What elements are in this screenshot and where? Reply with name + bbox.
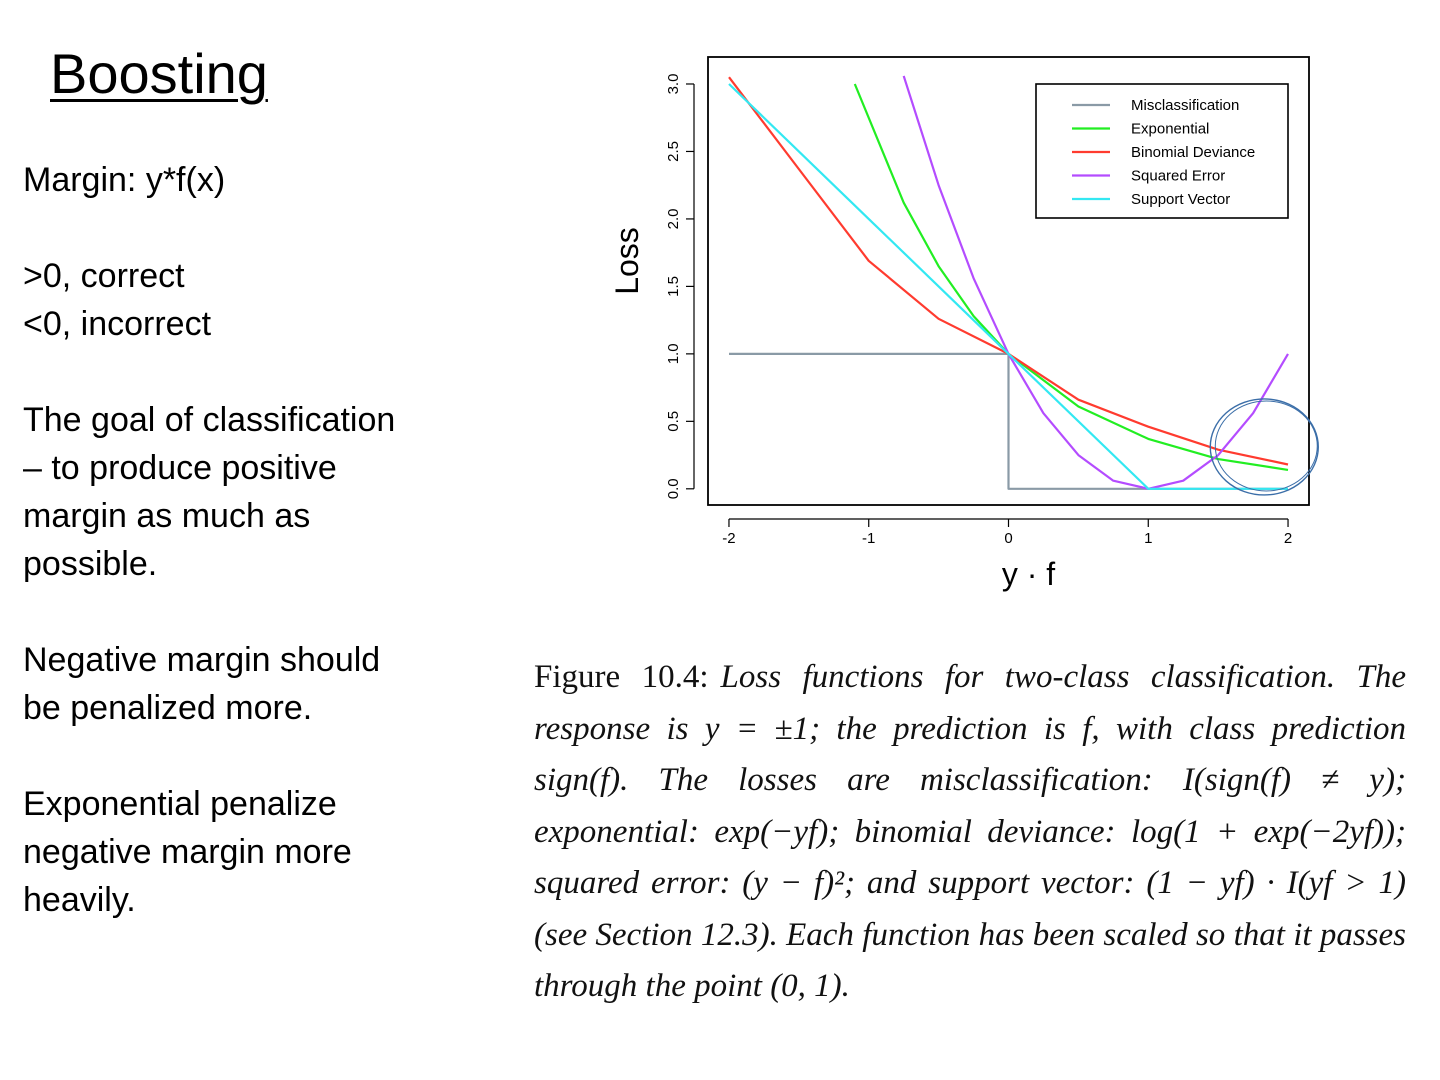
y-tick-label: 1.5 bbox=[665, 275, 682, 297]
legend-label: Squared Error bbox=[1131, 167, 1226, 185]
y-tick-label: 3.0 bbox=[665, 73, 682, 95]
body-line: possible. bbox=[23, 545, 158, 583]
y-tick-label: 1.0 bbox=[665, 343, 682, 365]
y-tick-label: 2.0 bbox=[665, 208, 682, 230]
legend-label: Support Vector bbox=[1131, 191, 1231, 208]
caption-lead: Figure 10.4: bbox=[534, 659, 709, 695]
chart-svg bbox=[600, 40, 1360, 610]
y-axis-title: Loss bbox=[609, 227, 645, 295]
legend-label: Misclassification bbox=[1131, 97, 1240, 114]
body-line: The goal of classification bbox=[23, 401, 396, 439]
legend-label: Binomial Deviance bbox=[1131, 144, 1256, 161]
series-misclassification-line bbox=[729, 354, 1288, 489]
legend-label: Exponential bbox=[1131, 120, 1210, 138]
caption-text: Loss functions for two-class classification. The response is y = ±1; the prediction is f, with class prediction sign(f). The losses are misclassification: I(sign(f) ≠ y); exponential: exp(−yf); binomial deviance: log(1 + exp(−2yf)); squared error: (y − f)²; and support vector: (1 − yf) · I(yf > 1) (see Section 12.3). Each function has been scaled so that it passes through the point (0, 1). bbox=[534, 659, 1407, 1004]
body-spacer bbox=[23, 588, 493, 636]
body-line: >0, correct bbox=[23, 257, 185, 295]
x-tick-label: -2 bbox=[722, 530, 736, 547]
body-line: Margin: y*f(x) bbox=[23, 161, 226, 199]
body-line: heavily. bbox=[23, 881, 136, 919]
body-line: Exponential penalize bbox=[23, 785, 337, 823]
figure-caption bbox=[534, 652, 1406, 1013]
highlight-ring-inner bbox=[1215, 401, 1317, 491]
x-axis-title: y · f bbox=[1001, 556, 1056, 592]
body-line: be penalized more. bbox=[23, 689, 313, 727]
body-line: <0, incorrect bbox=[23, 305, 212, 343]
y-tick-label: 0.0 bbox=[665, 478, 682, 500]
body-line: negative margin more bbox=[23, 833, 352, 871]
body-spacer bbox=[23, 732, 493, 780]
loss-function-chart bbox=[600, 40, 1360, 610]
slide-body-text bbox=[23, 156, 493, 924]
x-tick-label: 2 bbox=[1283, 530, 1293, 547]
body-line: – to produce positive bbox=[23, 449, 337, 487]
x-tick-label: -1 bbox=[862, 530, 876, 547]
y-tick-label: 2.5 bbox=[665, 141, 682, 162]
body-line: margin as much as bbox=[23, 497, 311, 535]
y-tick-label: 0.5 bbox=[665, 410, 682, 432]
body-spacer bbox=[23, 348, 493, 396]
x-tick-label: 0 bbox=[1004, 530, 1013, 547]
slide-title: Boosting bbox=[50, 42, 268, 105]
body-line: Negative margin should bbox=[23, 641, 381, 679]
x-tick-label: 1 bbox=[1144, 530, 1153, 547]
body-spacer bbox=[23, 204, 493, 252]
